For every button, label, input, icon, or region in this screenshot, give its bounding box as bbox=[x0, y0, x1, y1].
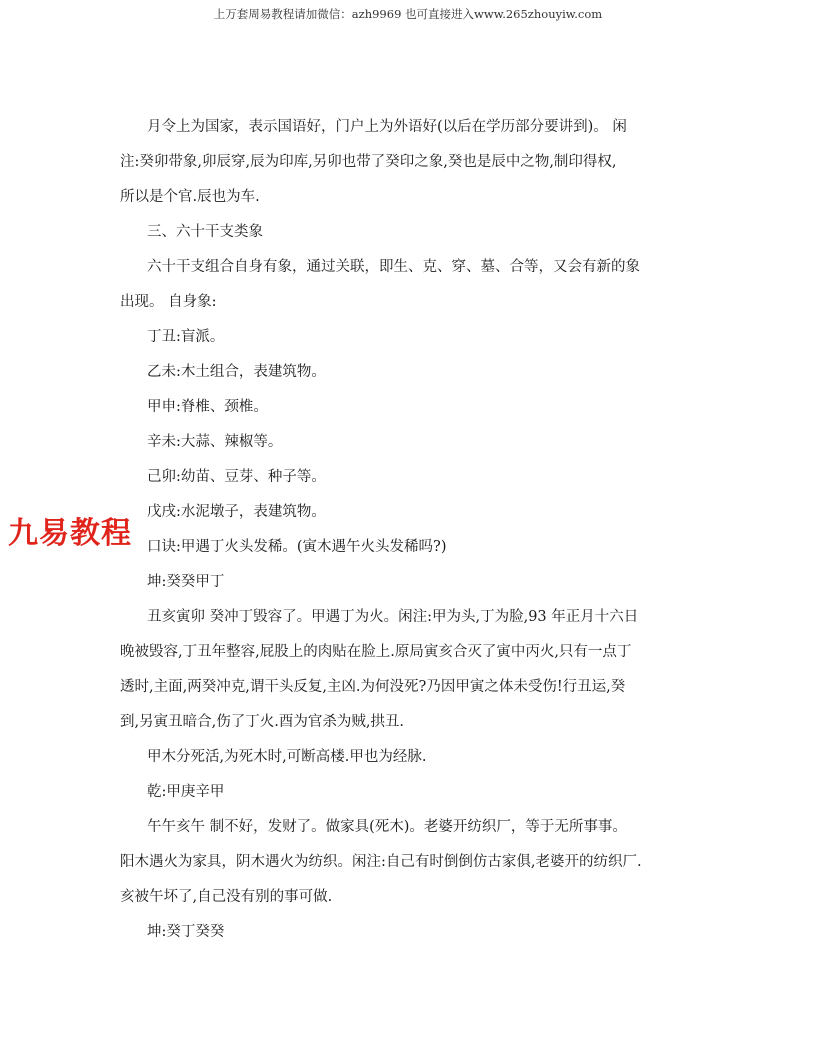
watermark-logo: 九易教程 bbox=[8, 508, 132, 552]
paragraph-line: 口诀:甲遇丁火头发稀。(寅木遇午火头发稀吗?) bbox=[147, 539, 447, 555]
paragraph-line: 月令上为国家，表示国语好，门户上为外语好(以后在学历部分要讲到)。 闲 bbox=[147, 119, 627, 135]
paragraph-line: 坤:癸丁癸癸 bbox=[147, 924, 225, 940]
paragraph-line: 注:癸卯带象,卯辰穿,辰为印库,另卯也带了癸印之象,癸也是辰中之物,制印得权, bbox=[120, 154, 617, 170]
paragraph-line: 乾:甲庚辛甲 bbox=[147, 784, 225, 800]
paragraph-line: 六十干支组合自身有象，通过关联，即生、克、穿、墓、合等，又会有新的象 bbox=[147, 259, 640, 275]
paragraph-line: 戊戌:水泥墩子，表建筑物。 bbox=[147, 504, 326, 520]
paragraph-line: 丁丑:盲派。 bbox=[147, 329, 225, 345]
paragraph-line: 所以是个官.辰也为车. bbox=[120, 189, 260, 205]
paragraph-line: 出现。 自身象: bbox=[120, 294, 217, 310]
paragraph-line: 坤:癸癸甲丁 bbox=[147, 574, 225, 590]
paragraph-line: 乙未:木土组合，表建筑物。 bbox=[147, 364, 326, 380]
paragraph-line: 丑亥寅卯 癸冲丁毁容了。甲遇丁为火。闲注:甲为头,丁为脸,93 年正月十六日 bbox=[147, 609, 639, 625]
paragraph-line: 晚被毁容,丁丑年整容,屁股上的肉贴在脸上.原局寅亥合灭了寅中丙火,只有一点丁 bbox=[120, 644, 632, 660]
paragraph-line: 甲申:脊椎、颈椎。 bbox=[147, 399, 268, 415]
paragraph-line: 透时,主面,两癸冲克,谓干头反复,主凶.为何没死?乃因甲寅之体未受伤!行丑运,癸 bbox=[120, 679, 626, 695]
document-body bbox=[120, 110, 700, 950]
paragraph-line: 辛未:大蒜、辣椒等。 bbox=[147, 434, 283, 450]
paragraph-line: 己卯:幼苗、豆芽、种子等。 bbox=[147, 469, 326, 485]
page-header: 上万套周易教程请加微信：azh9969 也可直接进入www.265zhouyiw.com bbox=[213, 7, 603, 21]
paragraph-line: 甲木分死活,为死木时,可断高楼.甲也为经脉. bbox=[147, 749, 427, 765]
paragraph-line: 午午亥午 制不好，发财了。做家具(死木)。老婆开纺织厂，等于无所事事。 bbox=[147, 819, 627, 835]
paragraph-line: 三、六十干支类象 bbox=[147, 224, 263, 240]
paragraph-line: 亥被午坏了,自己没有别的事可做. bbox=[120, 889, 333, 905]
paragraph-line: 阳木遇火为家具，阴木遇火为纺织。闲注:自己有时倒倒仿古家俱,老婆开的纺织厂. bbox=[120, 854, 642, 870]
paragraph-line: 到,另寅丑暗合,伤了丁火.酉为官杀为贼,拱丑. bbox=[120, 714, 405, 730]
